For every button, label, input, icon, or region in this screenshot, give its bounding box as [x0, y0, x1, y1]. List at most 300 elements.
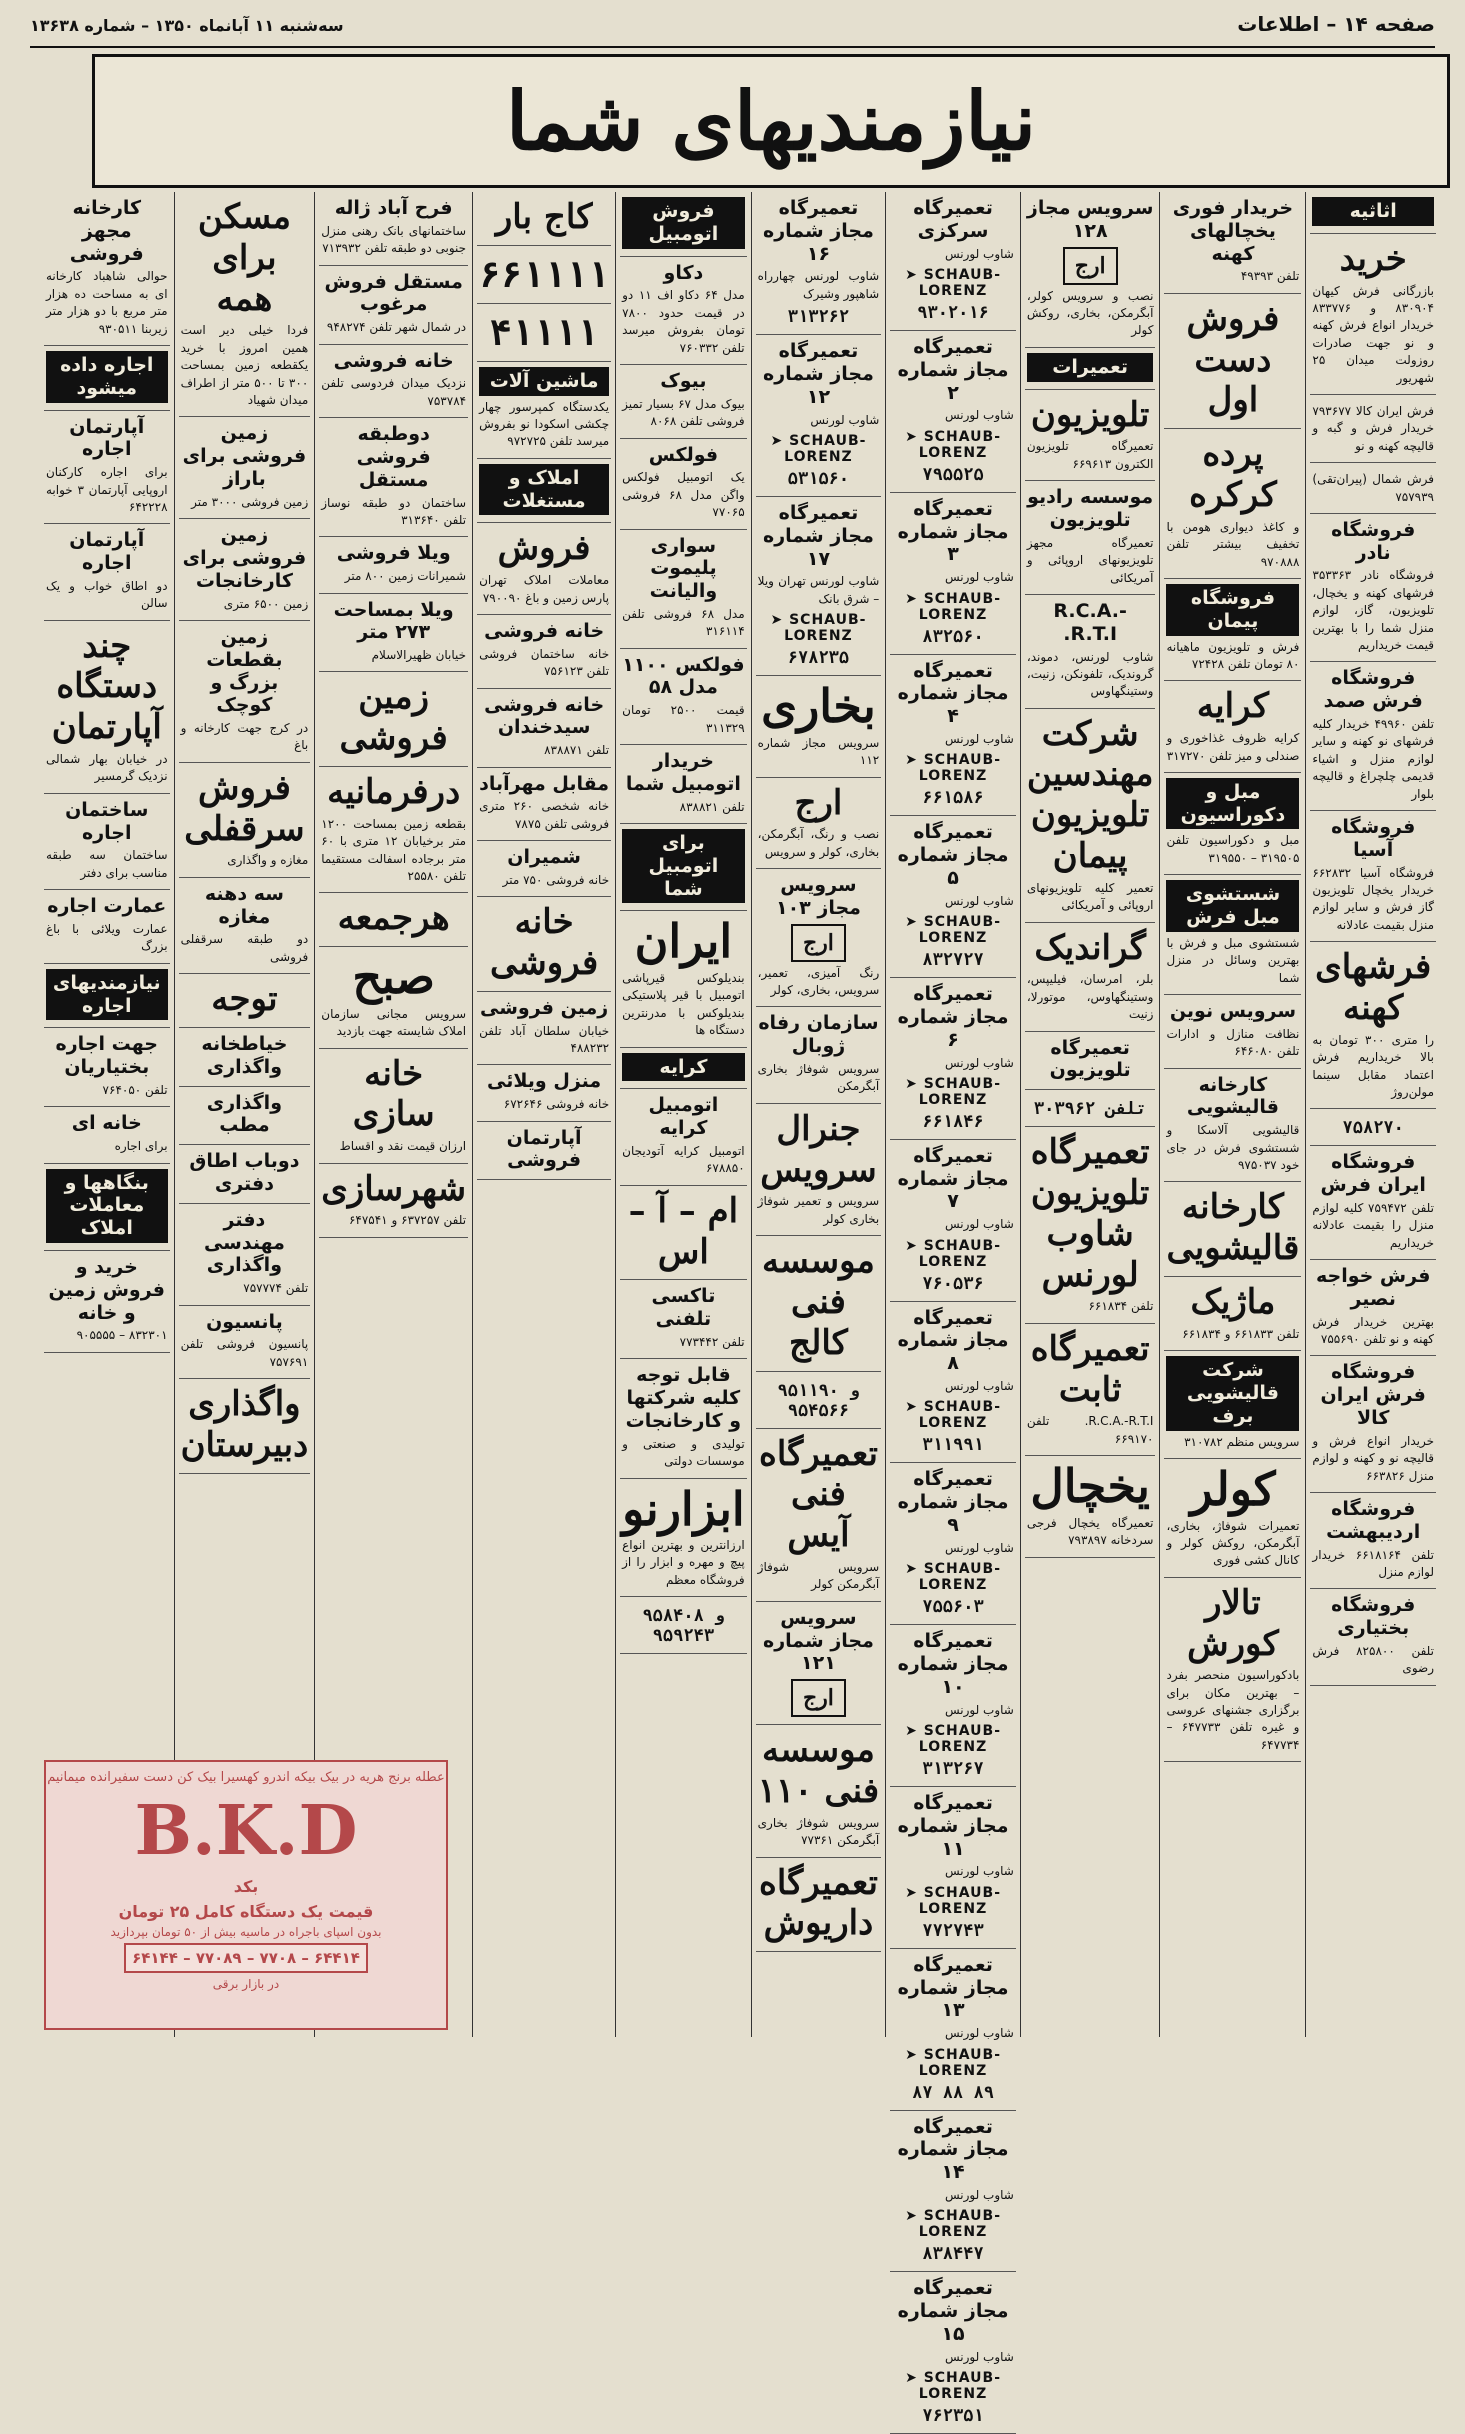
ad-title: فروش اتومبیل [622, 197, 745, 249]
classified-ad [44, 964, 170, 1029]
classified-ad [1310, 662, 1436, 811]
classified-ad [1310, 811, 1436, 942]
ad-column [1159, 192, 1305, 2037]
ad-phone: ۸۷ ۸۸ ۸۹ [912, 2082, 994, 2103]
classified-ad [1164, 773, 1301, 875]
ad-title: تعمیرگاه فنی آیس [759, 1433, 878, 1556]
classified-ad [890, 978, 1016, 1140]
ad-title: تعمیرگاه مجاز شماره ۱۴ [897, 2115, 1009, 2184]
ad-title: دوطبقه فروشی مستقل [356, 423, 431, 491]
classified-ad [179, 1087, 311, 1146]
ad-title: خانه فروشی سیدخندان [484, 693, 605, 739]
ad-title: شهرسازی [321, 1168, 467, 1209]
ad-title: زمین بقطعات بزرگ و کوچک [206, 625, 283, 717]
ad-body: عمارت ویلائی با باغ بزرگ [45, 922, 168, 954]
classified-ad [477, 523, 611, 615]
ad-body: شاوب لورنس [944, 1702, 1014, 1717]
ad-title: اجاره داده میشود [46, 351, 168, 403]
ad-phone: ۸۳۸۴۴۷ [922, 2244, 984, 2265]
ad-body: خیابان سلطان آباد تلفن ۴۸۸۲۳۲ [479, 1023, 610, 1056]
ad-body: بقطعه زمین بمساحت ۱۲۰۰ متر برخیابان ۱۲ متری با ۶۰ متر برجاده اسفالت مستقیما تلفن ۲۵۵۸۰ [321, 816, 467, 884]
ad-title: املاک و مستغلات [479, 464, 609, 516]
bkd-brand: بکد [233, 1877, 259, 1896]
classified-ad [890, 1463, 1016, 1625]
classified-ad [179, 519, 311, 621]
ad-body: اتومبیل کرایه آتودیجان ۶۷۸۸۵۰ [622, 1143, 745, 1176]
classified-ad [1164, 1578, 1301, 1763]
classified-ad [620, 439, 747, 530]
classified-ad [1310, 1146, 1436, 1260]
ad-title: فروش دست اول [1186, 298, 1280, 421]
classified-ad [890, 816, 1016, 978]
ad-phone: ۶۶۱۸۴۶ [922, 1111, 984, 1132]
ad-title: سرویس مجاز شماره ۱۲۱ [763, 1606, 874, 1675]
ad-title: واگذاری مطب [206, 1091, 283, 1137]
ad-title: تعمیرگاه مجاز شماره ۸ [897, 1306, 1009, 1375]
ad-title: درفرمانیه [327, 772, 461, 813]
brand-name: ➤ SCHAUB-LORENZ [892, 591, 1014, 623]
bkd-advert [44, 1760, 448, 2030]
ad-body: تلفن ۶۳۷۲۵۷ و ۶۴۷۵۴۱ [348, 1213, 467, 1228]
classified-ad [319, 1164, 468, 1238]
ad-title: موسسه فنی کالج [762, 1241, 875, 1363]
ad-title: شرکت قالیشویی برف [1166, 1356, 1299, 1430]
classified-ad [44, 192, 170, 346]
ad-body: را متری ۳۰۰ تومان به بالا خریداریم فرش اعتماد مقابل سینما مولن‌روژ [1312, 1032, 1434, 1099]
ad-title: کارخانه مجهز فروشی [69, 197, 144, 265]
ad-body: بازرگانی فرش کیهان ۸۳۰۹۰۴ و ۸۳۳۷۷۶ خریدار انواع فرش کهنه و نو جهت صادرات روزولت میدان ۲۵ شهریور [1312, 283, 1434, 385]
ad-body: تلفن ۷۷۳۴۴۲ [679, 1334, 745, 1349]
ad-title: تلویزیون [1030, 394, 1150, 435]
ad-title: اثاثیه [1312, 197, 1434, 226]
classified-ad [179, 621, 311, 763]
classified-ad [1310, 1109, 1436, 1146]
classified-ad [756, 192, 882, 335]
issue-date: سه‌شنبه ۱۱ آبانماه ۱۳۵۰ – شماره ۱۳۶۳۸ [30, 16, 344, 35]
ad-body: بندیلوکس قیرپاشی اتومبیل با قیر پلاستیکی بندیلوکس با مدرنترین دستگاه ها [622, 971, 745, 1038]
ad-phone: تلفن ۳۰۳۹۶۲ [1033, 1099, 1147, 1120]
ad-title: گراندیک [1034, 927, 1146, 968]
ad-body: فرش و تلویزیون ماهیانه ۸۰ تومان تلفن ۷۲۴۲۸ [1166, 639, 1300, 671]
classified-ad [620, 824, 747, 911]
ad-body: سرویس مجاز شماره ۱۱۲ [757, 735, 880, 768]
ad-body: شمیرانات زمین ۸۰۰ متر [344, 569, 467, 584]
classified-ad [890, 1140, 1016, 1302]
ad-title: خیاطخانه واگذاری [201, 1033, 288, 1078]
classified-ad [319, 594, 468, 673]
classified-ad [44, 1251, 170, 1353]
ad-title: خانه فروشی [333, 349, 454, 372]
classified-ad [319, 537, 468, 593]
ad-title: آپارتمان اجاره [69, 415, 145, 461]
ad-phone: ۳۱۱۹۹۱ [922, 1435, 984, 1456]
ad-title: فرشهای کهنه [1315, 947, 1432, 1028]
ad-phone: ۵۳۱۵۶۰ [787, 468, 850, 489]
ad-body: تلفن ۶۶۱۸۳۳ و ۶۶۱۸۳۴ [1182, 1326, 1300, 1341]
classified-ad [890, 2111, 1016, 2273]
classified-ad [477, 689, 611, 768]
brand-name: ➤ SCHAUB-LORENZ [892, 1238, 1014, 1270]
ad-title: تعمیرگاه مجاز شماره ۵ [897, 821, 1009, 889]
classified-ad [477, 992, 611, 1066]
ad-phone: ۷۵۸۲۷۰ [1342, 1118, 1404, 1139]
classified-ad [1025, 348, 1156, 390]
classified-ad [319, 893, 468, 947]
ad-title: کاج بار [495, 197, 593, 237]
ad-title: تعمیرگاه مجاز شماره ۱۵ [897, 2277, 1009, 2345]
brand-name: ➤ SCHAUB-LORENZ [758, 433, 880, 465]
ad-body: دو اطاق خواب و یک سالن [45, 578, 168, 611]
classified-ad [179, 763, 311, 878]
classified-ad [756, 1725, 882, 1857]
classified-ad [1310, 1493, 1436, 1589]
classified-ad [44, 1107, 170, 1163]
ad-body: ساختمانهای بانک رهنی منزل جنوبی دو طبقه تلفن ۷۱۳۹۳۲ [321, 223, 467, 256]
classified-ad [756, 1007, 882, 1103]
classified-ad [756, 676, 882, 777]
classified-ad [1025, 1032, 1156, 1091]
brand-name: ➤ SCHAUB-LORENZ [758, 612, 880, 644]
classified-ad [756, 1858, 882, 1953]
ad-title: نیازمندیهای اجاره [46, 969, 168, 1021]
ad-title: سرویس مجاز ۱۲۸ [1026, 197, 1154, 242]
ad-title: آپارتمان اجاره [69, 529, 145, 575]
ad-body: ارزانترین و بهترین انواع پیچ و مهره و ابزار را از فروشگاه معظم [622, 1538, 745, 1587]
classified-ad [319, 192, 468, 266]
ad-body: شاوب لورنس چهارراه شاهپور وشیرک [757, 269, 880, 301]
ad-body: خانه فروشی ۶۷۲۶۴۶ [503, 1097, 610, 1112]
ad-body: قالیشویی آلاسکا و شستشوی فرش در جای خود ۹۷۵۰۳۷ [1166, 1123, 1300, 1172]
brand-name: ➤ SCHAUB-LORENZ [892, 1076, 1014, 1108]
ad-title: فروشگاه فرش صمد [1323, 667, 1423, 713]
brand-name: ➤ SCHAUB-LORENZ [892, 2208, 1014, 2240]
ad-title: فروشگاه اردیبهشت [1326, 1498, 1421, 1543]
ad-title: زمین فروشی [480, 996, 609, 1019]
ad-body: دو طبقه سرقفلی فروشی [180, 932, 309, 964]
ad-body: یک اتومبیل فولکس واگن مدل ۶۸ فروشی ۷۷۰۶۵ [622, 470, 745, 520]
ad-title: خانه فروشی [489, 902, 599, 984]
classified-ad [1164, 1459, 1301, 1578]
ad-title: بنگاهها و معاملات املاک [46, 1169, 168, 1243]
ad-body: شاوب لورنس [944, 1864, 1014, 1879]
classified-ad [1164, 995, 1301, 1069]
classified-ad [620, 1048, 747, 1090]
ad-title: خریدار اتومبیل شما [625, 750, 741, 795]
classified-ad [890, 192, 1016, 331]
classified-ad [1310, 1356, 1436, 1493]
ad-body: ساختمان سه طبقه مناسب برای دفتر [45, 848, 168, 880]
ad-title: ام – آ – اس [628, 1190, 739, 1272]
classified-ad [1164, 875, 1301, 995]
ad-title: تعمیرگاه مجاز شماره ۱۰ [897, 1630, 1009, 1698]
ad-title: تعمیرگاه مجاز شماره ۱۳ [897, 1953, 1009, 2022]
ad-title: سرویس نوین [1169, 1000, 1297, 1023]
classified-ad [620, 1597, 747, 1654]
ad-body: زمین ۶۵۰۰ متری [223, 596, 309, 611]
ad-title: ساختمان اجاره [65, 798, 149, 844]
ad-column [472, 192, 615, 2037]
ad-title: R.C.A.-R.T.I. [1053, 599, 1127, 645]
classified-ad [319, 345, 468, 419]
ad-body: در خیابان بهار شمالی نزدیک گرمسیر [45, 752, 168, 784]
classified-ad [1164, 1277, 1301, 1351]
ad-body: بادکوراسیون منحصر بفرد – بهترین مکان برای برگزاری جشنهای عروسی و غیره تلفن ۶۴۷۷۳۳ – ۶۴۷۷۳۴ [1166, 1668, 1300, 1752]
ad-body: شستشوی مبل و فرش با بهترین وسائل در منزل شما [1166, 935, 1300, 985]
ad-body: خانه ساختمان فروشی تلفن ۷۵۶۱۲۳ [479, 646, 610, 679]
ad-title: تعمیرگاه تلویزیون [1049, 1036, 1131, 1082]
ad-body: قیمت ۲۵۰۰ تومان ۳۱۱۳۲۹ [622, 703, 745, 735]
ad-body: شاوب لورنس [944, 2026, 1014, 2041]
classified-ad [44, 411, 170, 525]
classified-ad [890, 331, 1016, 493]
classified-ad [44, 524, 170, 620]
brand-name: ➤ SCHAUB-LORENZ [892, 267, 1014, 299]
classified-ad [1310, 395, 1436, 463]
ad-title: تعمیرگاه مجاز شماره ۳ [897, 497, 1009, 566]
classified-ad [477, 897, 611, 992]
classified-ad [44, 346, 170, 411]
ad-body: شاوب لورنس [944, 893, 1014, 908]
classified-ad [44, 621, 170, 794]
ad-title: زمین فروشی [339, 677, 448, 759]
ad-body: بهترین خریدار فرش کهنه و نو تلفن ۷۵۵۶۹۰ [1312, 1314, 1434, 1347]
ad-body: تولیدی و صنعتی و موسسات دولتی [622, 1436, 745, 1469]
ad-body: تعمیرگاه مجهز تلویزیونهای اروپائی و آمریکائی [1026, 535, 1154, 585]
ad-title: سازمان رفاه ژوبال [758, 1012, 879, 1058]
classified-ad [890, 1787, 1016, 1949]
classified-ad [44, 794, 170, 890]
brand-name: ➤ SCHAUB-LORENZ [892, 429, 1014, 461]
ad-title: دفتر مهندسی واگذاری [203, 1208, 285, 1277]
ad-title: تعمیرگاه مجاز شماره ۱۷ [763, 501, 874, 570]
ad-title: فرش خواجه نصیر [1315, 1265, 1431, 1310]
ad-body: شاوب لورنس [944, 246, 1014, 261]
ad-title: کارخانه قالیشویی [1166, 1187, 1300, 1269]
ad-title: تعمیرگاه مجاز شماره ۹ [897, 1468, 1009, 1537]
ad-body: نصب و رنگ، آبگرمکن، بخاری، کولر و سرویس [757, 827, 880, 859]
ad-body: یکدستگاه کمپرسور چهار چکشی اسکودا نو بفروش میرسد تلفن ۹۷۲۷۲۵ [479, 399, 610, 449]
ad-title: توجه [211, 979, 278, 1020]
ad-body: تلفن ۷۶۴۰۵۰ [102, 1083, 168, 1097]
ad-title: تعمیرگاه مجاز شماره ۱۲ [763, 340, 874, 408]
ad-body: مدل ۶۸ فروشی تلفن ۳۱۶۱۱۴ [622, 606, 745, 639]
classified-ad [756, 1372, 882, 1429]
ad-body: سرویس شوفاژ آبگرمکن کولر [757, 1559, 880, 1592]
brand-logo: ارج [791, 924, 846, 962]
classified-ad [620, 1280, 747, 1359]
ad-column [1020, 192, 1160, 2037]
classified-ad [620, 192, 747, 257]
ad-title: تعمیرگاه مجاز شماره ۶ [897, 983, 1009, 1051]
classified-ad [890, 2272, 1016, 2434]
classified-ad [890, 1949, 1016, 2111]
ad-title: تعمیرگاه داریوش [759, 1862, 878, 1944]
ad-phone: ۷۵۵۶۰۳ [922, 1597, 984, 1618]
classified-ad [1025, 1456, 1156, 1557]
ad-body: شاوب لورنس، دموند، گروندیک، تلفونکن، زنیت، وستینگهاوس [1026, 649, 1154, 699]
classified-ad [620, 257, 747, 365]
ad-title: قابل توجه کلیه شرکتها و کارخانجات [625, 1364, 742, 1432]
ad-body: فروشگاه نادر ۳۵۳۳۶۳ فرشهای کهنه و یخچال، تلویزیون، گاز، لوازم منزل شما را با بهترین قیمت خریداریم [1312, 568, 1434, 653]
ad-phone: ۶۶۱۵۸۶ [922, 788, 984, 809]
ad-title: خرید [1339, 238, 1407, 279]
classified-ad [1025, 1324, 1156, 1456]
ad-body: بیوک مدل ۶۷ بسیار تمیز فروشی تلفن ۸۰۶۸ [622, 396, 745, 429]
classified-ad [179, 1145, 311, 1204]
ad-title: فروشگاه فرش ایران کالا [1320, 1361, 1426, 1430]
ad-body: خانه فروشی ۷۵۰ متر [502, 872, 610, 887]
ad-body: تلفن ۶۶۱۸۳۴ [1088, 1299, 1154, 1314]
ad-title: خانه سازی [352, 1053, 435, 1135]
ad-title: تعمیرگاه مجاز شماره ۲ [897, 335, 1009, 404]
ad-body: فرش شمال (پیران‌تقی) ۷۵۷۹۳۹ [1312, 472, 1434, 504]
ad-body: شاوب لورنس [944, 570, 1014, 585]
classified-ad [477, 1065, 611, 1121]
ad-body: و کاغذ دیواری هومن با تخفیف بیشتر تلفن ۹۷۰۸۸۸ [1166, 519, 1300, 569]
ad-title: پرده کرکره [1189, 434, 1277, 515]
brand-name: ➤ SCHAUB-LORENZ [892, 752, 1014, 784]
classified-ad [890, 1302, 1016, 1464]
ad-title: تالار کورش [1187, 1582, 1279, 1664]
classified-ad [477, 768, 611, 842]
ad-title: خرید و فروش زمین و خانه [48, 1255, 165, 1324]
classified-ad [1025, 1090, 1156, 1127]
classified-ad [1310, 463, 1436, 514]
ad-body: تلفن ۶۶۱۸۱۶۴ خریدار لوازم منزل [1312, 1547, 1434, 1579]
ad-phone: ۷۹۵۵۲۵ [922, 464, 984, 485]
ad-title: دوباب اطاق دفتری [189, 1150, 300, 1196]
classified-ad [179, 1379, 311, 1474]
classified-ad [477, 192, 611, 246]
classified-ad [179, 974, 311, 1028]
classified-ad [1025, 481, 1156, 595]
bkd-top-line: عطله برنج هریه در بیک بیکه اندرو کهسیرا بیک کن دست سفیرانده میمانیم [47, 1770, 445, 1785]
brand-name: ➤ SCHAUB-LORENZ [892, 1723, 1014, 1755]
ad-title: آپارتمان فروشی [506, 1126, 582, 1172]
classified-ad [477, 615, 611, 689]
ad-title: مبل و دکوراسیون [1166, 778, 1299, 830]
classified-ad [620, 911, 747, 1047]
classified-ad [1025, 595, 1156, 709]
ad-title: صبح [352, 950, 435, 1005]
classified-ad [477, 362, 611, 459]
ad-body: فرش ایران کالا ۷۹۳۶۷۷ خریدار فرش و گبه و قالیچه کهنه و نو [1312, 403, 1434, 453]
ad-title: تعمیرگاه مجاز شماره ۱۱ [897, 1792, 1009, 1860]
ad-body: شاوب لورنس [944, 2349, 1014, 2364]
ad-title: شستشوی مبل فرش [1166, 880, 1299, 932]
ad-body: مغازه و واگذاری [227, 853, 309, 868]
classified-ad [1164, 429, 1301, 579]
ad-body: خانه شخصی ۲۶۰ متری فروشی تلفن ۷۸۷۵ [479, 799, 610, 831]
ad-phone: ۷۶۰۵۳۶ [922, 1273, 984, 1294]
ad-body: تلفن ۷۵۷۷۷۴ [243, 1281, 309, 1296]
classified-ad [179, 1204, 311, 1306]
ad-title: ماژیک [1190, 1281, 1276, 1322]
ad-title: ارج [794, 782, 843, 823]
brand-name: ➤ SCHAUB-LORENZ [892, 1399, 1014, 1431]
ad-title: شرکت مهندسین تلویزیون پیمان [1026, 713, 1154, 877]
ad-phone: ۴۱۱۱۱ [489, 312, 599, 354]
classified-ad [620, 1479, 747, 1598]
ad-body: خیابان ظهیرالاسلام [371, 648, 467, 663]
classified-ad [1164, 192, 1301, 294]
classified-ad [319, 1049, 468, 1164]
ad-title: اتومبیل کرایه [648, 1094, 719, 1140]
bkd-price-line: قیمت یک دستگاه کامل ۲۵ تومان [118, 1902, 374, 1921]
ad-title: ویلا فروشی [336, 542, 451, 565]
ad-title: کرایه [1196, 686, 1269, 727]
classified-ad [1310, 1589, 1436, 1685]
classified-ad [477, 1122, 611, 1181]
classified-ad [1025, 390, 1156, 482]
classified-ad [620, 649, 747, 745]
ad-phone: ۸۳۲۷۲۷ [922, 950, 984, 971]
classified-ad [1310, 1260, 1436, 1356]
classified-ad [756, 335, 882, 497]
ad-title: مقابل مهرآباد [479, 772, 610, 795]
ad-title: مسکن برای همه [197, 197, 292, 319]
ad-body: شاوب لورنس [944, 1540, 1014, 1555]
ad-phone: ۶۷۸۲۳۵ [787, 648, 850, 669]
ad-title: کارخانه قالیشویی [1186, 1073, 1279, 1119]
ad-phone: ۹۵۱۱۹۰ و ۹۵۴۵۶۶ [777, 1380, 860, 1421]
classified-ad [1025, 192, 1156, 348]
ad-title: سواری پلیموت والیانت [649, 534, 718, 603]
classified-ad [756, 869, 882, 1007]
classified-ad [44, 1028, 170, 1107]
ad-phone: ۷۶۲۳۵۱ [922, 2406, 984, 2427]
classified-ad [1164, 681, 1301, 773]
classified-ad [1164, 579, 1301, 681]
ad-title: تعمیرات [1027, 353, 1154, 382]
ad-body: مدل ۶۴ دکاو اف ۱۱ دو در قیمت حدود ۷۸۰۰ تومان بفروش میرسد تلفن ۷۶۰۳۳۲ [622, 288, 745, 355]
classified-ad [1310, 192, 1436, 234]
ad-title: تاکسی تلفنی [651, 1285, 716, 1331]
classified-ad [1310, 234, 1436, 395]
classified-ad [319, 418, 468, 537]
ad-title: جنرال سرویس [760, 1108, 877, 1190]
ad-title: فرح آباد ژاله [334, 197, 453, 219]
ad-title: زمین فروشی برای باراز [182, 422, 307, 490]
classified-ad [179, 878, 311, 974]
ad-title: عمارت اجاره [47, 895, 167, 918]
ad-body: شاوب لورنس [944, 731, 1014, 746]
classified-ad [620, 365, 747, 439]
classified-ad [890, 1625, 1016, 1787]
ad-body: شاوب لورنس [810, 412, 880, 427]
ad-body: شاوب لورنس [944, 1379, 1014, 1394]
ad-title: ویلا بمساحت ۲۷۳ متر [333, 598, 454, 644]
ad-title: سرویس مجاز ۱۰۳ [775, 874, 861, 919]
ad-body: تلفن ۸۲۵۸۰۰ فرش رضوی [1312, 1643, 1434, 1676]
classified-ad [756, 1104, 882, 1236]
ad-phone: ۳۱۳۲۶۲ [787, 307, 850, 328]
classified-ad [1164, 1182, 1301, 1277]
classified-ad [1310, 514, 1436, 663]
ad-title: فروش [497, 528, 591, 569]
ad-body: حوالی شاهباد کارخانه ای به مساحت ده هزار متر مربع با دو هزار متر زیربنا ۹۳۰۵۱۱ [45, 269, 168, 336]
ad-title: تعمیرگاه سرکزی [913, 197, 993, 242]
ad-body: فروشگاه آسیا ۶۶۲۸۳۲ خریدار یخچال تلویزیون گاز فرش و سایر لوازم منزل بقیمت عادلانه [1312, 865, 1434, 932]
ad-body: تلفن ۴۹۹۶۰ خریدار کلیه فرشهای نو کهنه و سایر لوازم منزل و اشیاء قدیمی چلچراغ و قالیچه بلوار [1312, 717, 1434, 801]
ad-title: ماشین آلات [479, 367, 609, 396]
classified-ad [620, 530, 747, 649]
ad-title: تعمیرگاه مجاز شماره ۷ [897, 1144, 1009, 1213]
ad-body: تعمیرگاه تلویزیون الکترون ۶۶۹۶۱۳ [1026, 439, 1154, 471]
ad-title: دکاو [663, 261, 704, 284]
ad-title: چند دستگاه آپارتمان [51, 625, 162, 748]
ad-body: تعمیر کلیه تلویزیونهای اروپائی و آمریکائی [1026, 880, 1154, 913]
